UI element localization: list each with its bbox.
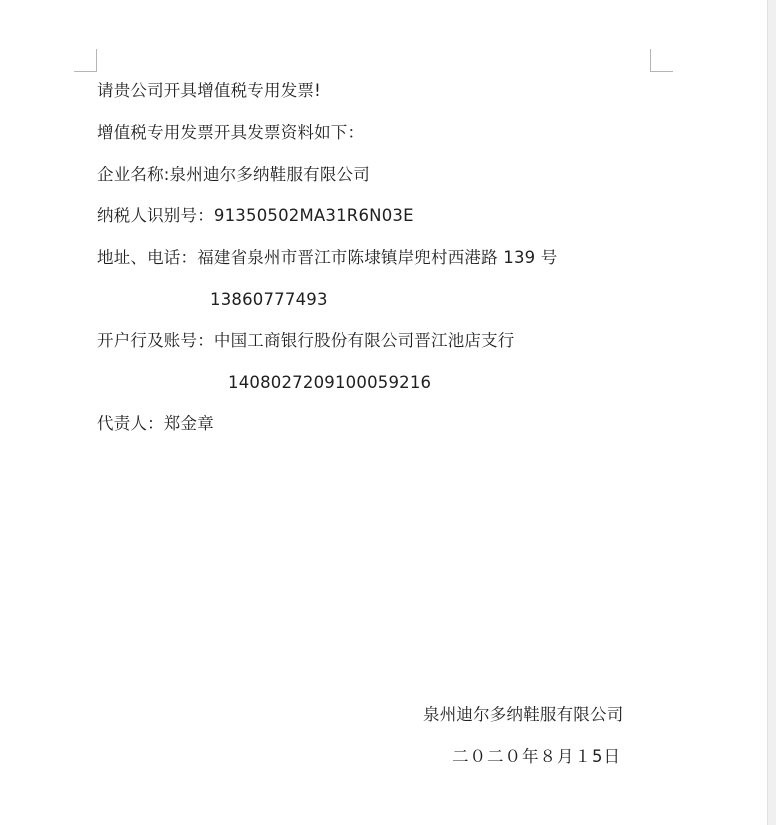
window-right-gutter [767,0,776,825]
bank-account-number: 1408027209100059216 [228,373,432,392]
phone-number: 13860777493 [210,290,328,309]
representative-line: 代责人：郑金章 [97,414,214,433]
signature-company: 泉州迪尔多纳鞋服有限公司 [423,705,624,724]
address-phone-line: 地址、电话：福建省泉州市晋江市陈埭镇岸兜村西港路 139 号 [97,248,558,267]
info-intro-line: 增值税专用发票开具发票资料如下： [97,123,365,142]
top-left-corner-mark [74,49,97,72]
signature-date: 二０二０年８月１5日 [452,747,621,766]
company-name-line: 企业名称:泉州迪尔多纳鞋服有限公司 [97,165,370,184]
bank-line: 开户行及账号：中国工商银行股份有限公司晋江池店支行 [97,331,515,350]
request-line: 请贵公司开具增值税专用发票! [97,81,321,100]
tax-id-line: 纳税人识别号：91350502MA31R6N03E [97,206,414,225]
top-right-corner-mark [650,49,673,72]
